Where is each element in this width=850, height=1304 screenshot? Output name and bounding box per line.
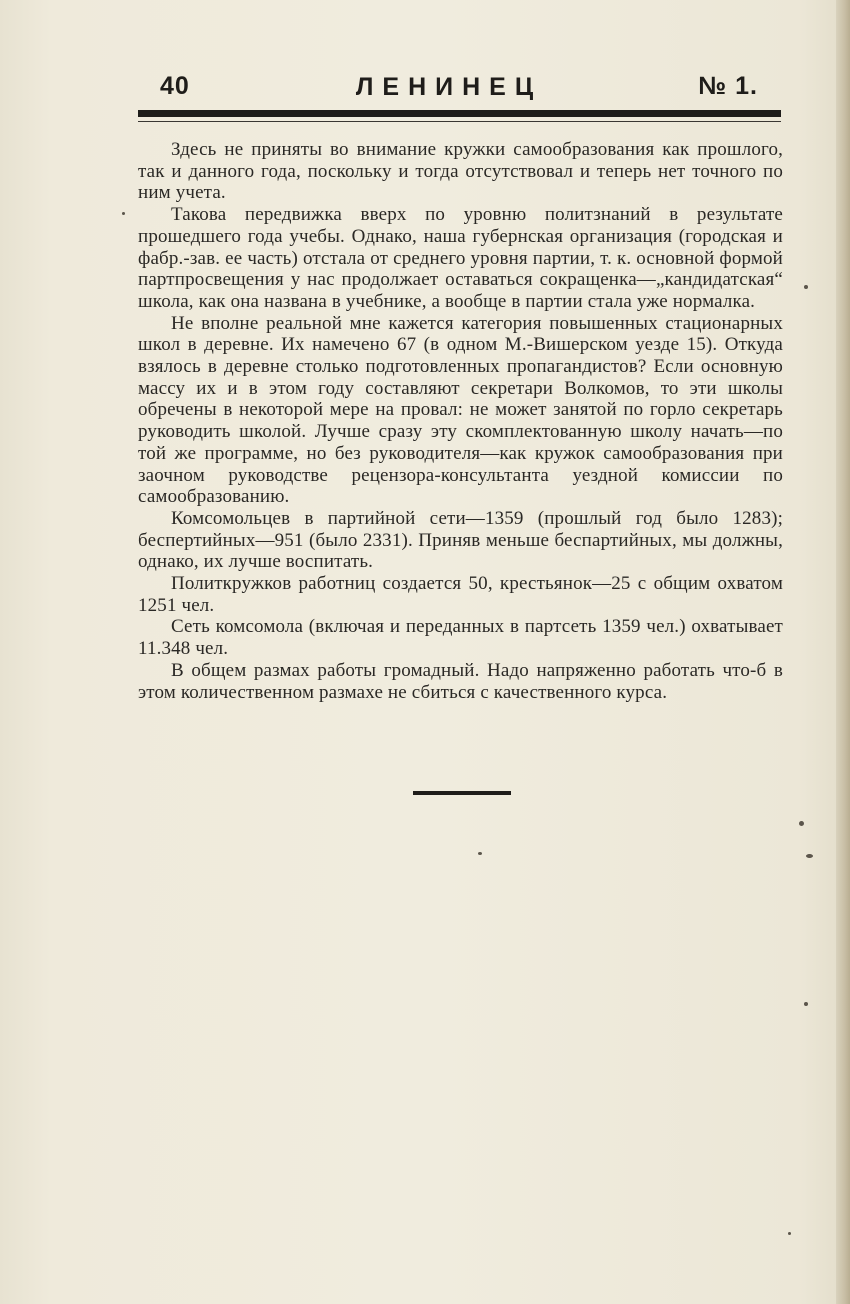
header-rule-thin <box>138 121 781 122</box>
running-title: ЛЕНИНЕЦ <box>355 73 543 101</box>
paragraph: Сеть комсомола (включая и переданных в партсеть 1359 чел.) охватывает 11.348 чел. <box>138 616 783 660</box>
section-end-rule <box>413 791 511 795</box>
paper-speck <box>806 854 813 858</box>
paper-speck <box>478 852 482 855</box>
paper-speck <box>122 212 125 215</box>
paragraph: Такова передвижка вверх по уровню политзнаний в результате прошедшего года учебы. Однако, наша губернская организация (городская и фабр.-зав. ее часть) отстала от среднего уровня партии, т. к. основной формой партпросвещения у нас продолжает оставаться сокращенка—„кандидатская“ школа, как она названа в учебнике, а вообще в партии стала уже нормалка. <box>138 204 783 312</box>
paragraph: В общем размах работы громадный. Надо напряженно работать что-б в этом количественном размахе не сбиться с качественного курса. <box>138 659 783 703</box>
article-body <box>138 139 783 703</box>
paragraph: Не вполне реальной мне кажется категория повышенных стационарных школ в деревне. Их намечено 67 (в одном М.-Вишерском уезде 15). Откуда взялось в деревне столько подготовленных пропагандистов? Если основную массу их и в этом году составляют секретари Волкомов, то эти школы обречены в некоторой мере на провал: не может занятой по горло секретарь руководить школой. Лучше сразу эту скомплектованную школу начать—по той же программе, но без руководителя—как кружок самообразования при заочном руководстве рецензора-консультанта уездной комиссии по самообразованию. <box>138 312 783 508</box>
paper-speck <box>799 821 804 826</box>
issue-number: № 1. <box>698 72 758 100</box>
page-number: 40 <box>160 72 190 100</box>
paragraph: Политкружков работниц создается 50, крестьянок—25 с общим охватом 1251 чел. <box>138 573 783 616</box>
paragraph: Комсомольцев в партийной сети—1359 (прошлый год было 1283); беспертийных—951 (было 2331). Приняв меньше беспартийных, мы должны, однако, их лучше воспитать. <box>138 507 783 573</box>
page-spine-edge <box>836 0 850 1304</box>
paragraph: Здесь не приняты во внимание кружки самообразования как прошлого, так и данного года, поскольку и тогда отсутствовал и теперь нет точного по ним учета. <box>138 139 783 204</box>
paper-speck <box>804 285 808 289</box>
paper-speck <box>788 1232 791 1235</box>
paper-speck <box>804 1002 808 1006</box>
header-rule-thick <box>138 110 781 117</box>
page-header <box>138 72 780 112</box>
